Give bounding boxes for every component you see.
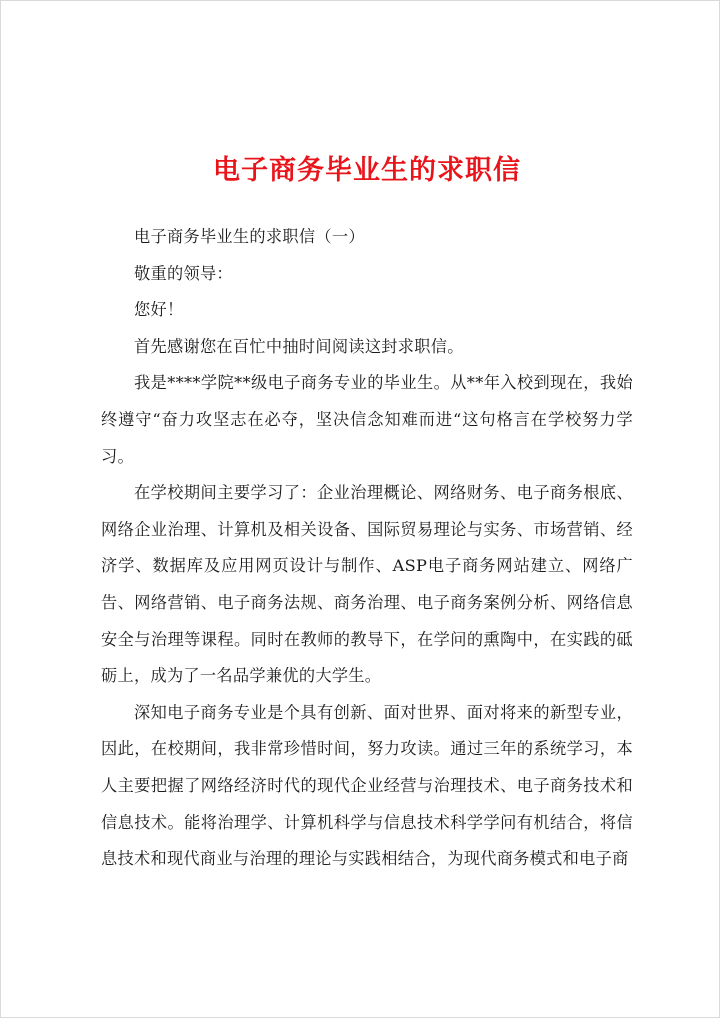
paragraph-salutation: 敬重的领导： (134, 263, 233, 283)
paragraph-heading: 电子商务毕业生的求职信（一） (134, 227, 365, 246)
document-title: 电子商务毕业生的求职信 (213, 155, 521, 186)
paragraph-skills: 深知电子商务专业是个具有创新、面对世界、面对将来的新型专业，因此，在校期间，我非常珍惜时间，努力攻读。通过三年的系统学习，本人主要把握了网络经济时代的现代企业经营与治理技术、电子商务技术和信息技术。能将治理学、计算机科学与信息技术科学学问有机结合，将信息技术和现代商业与治理的理论与实践相结合，为现代商务模式和电子商 (101, 702, 633, 869)
paragraph-thanks: 首先感谢您在百忙中抽时间阅读这封求职信。 (134, 336, 464, 356)
document-body (101, 149, 633, 878)
paragraph-intro: 我是****学院**级电子商务专业的毕业生。从**年入校到现在，我始终遵守“奋力攻坚志在必夺，坚决信念知难而进“这句格言在学校努力学习。 (101, 373, 633, 466)
paragraph-courses: 在学校期间主要学习了：企业治理概论、网络财务、电子商务根底、网络企业治理、计算机及相关设备、国际贸易理论与实务、市场营销、经济学、数据库及应用网页设计与制作、ASP电子商务网站建立、网络广告、网络营销、电子商务法规、商务治理、电子商务案例分析、网络信息安全与治理等课程。同时在教师的教导下，在学问的熏陶中，在实践的砥砺上，成为了一名品学兼优的大学生。 (101, 483, 633, 686)
paragraph-greeting: 您好！ (134, 300, 184, 320)
